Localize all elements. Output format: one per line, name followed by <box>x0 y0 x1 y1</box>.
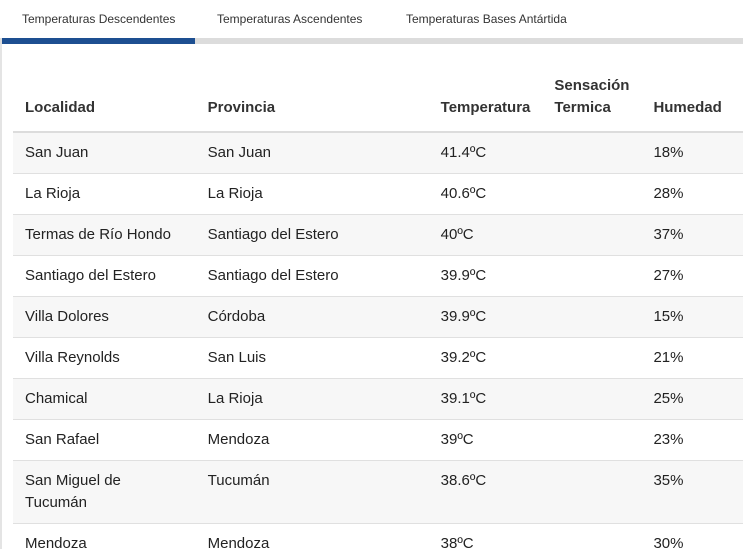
table-row <box>13 461 743 524</box>
cell-temperatura: 38ºC <box>429 524 543 549</box>
cell-humedad: 35% <box>641 461 743 524</box>
cell-localidad: La Rioja <box>13 174 196 215</box>
table-row <box>13 215 743 256</box>
table-row <box>13 338 743 379</box>
column-header-sensacion-termica[interactable]: Sensación Termica <box>542 75 641 132</box>
cell-localidad: Termas de Río Hondo <box>13 215 196 256</box>
cell-provincia: Santiago del Estero <box>196 215 429 256</box>
cell-provincia: Santiago del Estero <box>196 256 429 297</box>
cell-temperatura: 38.6ºC <box>429 461 543 524</box>
cell-temperatura: 39.9ºC <box>429 256 543 297</box>
cell-sensacion <box>542 174 641 215</box>
cell-humedad: 23% <box>641 420 743 461</box>
cell-provincia: Córdoba <box>196 297 429 338</box>
table-row <box>13 524 743 549</box>
cell-provincia: San Juan <box>196 132 429 174</box>
cell-temperatura: 40.6ºC <box>429 174 543 215</box>
cell-localidad: Mendoza <box>13 524 196 549</box>
cell-humedad: 18% <box>641 132 743 174</box>
table-row <box>13 379 743 420</box>
cell-sensacion <box>542 420 641 461</box>
table-row <box>13 132 743 174</box>
cell-provincia: Mendoza <box>196 524 429 549</box>
cell-sensacion <box>542 256 641 297</box>
cell-humedad: 30% <box>641 524 743 549</box>
cell-humedad: 21% <box>641 338 743 379</box>
cell-sensacion <box>542 132 641 174</box>
cell-temperatura: 41.4ºC <box>429 132 543 174</box>
table-row <box>13 297 743 338</box>
cell-provincia: La Rioja <box>196 379 429 420</box>
cell-sensacion <box>542 297 641 338</box>
cell-localidad: Villa Reynolds <box>13 338 196 379</box>
cell-provincia: La Rioja <box>196 174 429 215</box>
cell-provincia: San Luis <box>196 338 429 379</box>
cell-provincia: Tucumán <box>196 461 429 524</box>
cell-humedad: 28% <box>641 174 743 215</box>
cell-localidad: San Rafael <box>13 420 196 461</box>
cell-sensacion <box>542 338 641 379</box>
cell-provincia: Mendoza <box>196 420 429 461</box>
cell-temperatura: 39.9ºC <box>429 297 543 338</box>
cell-sensacion <box>542 461 641 524</box>
table-row <box>13 420 743 461</box>
cell-localidad: San Miguel de Tucumán <box>13 461 196 524</box>
cell-humedad: 37% <box>641 215 743 256</box>
column-header-temperatura[interactable]: Temperatura <box>429 75 543 132</box>
cell-sensacion <box>542 379 641 420</box>
cell-humedad: 27% <box>641 256 743 297</box>
cell-temperatura: 39.1ºC <box>429 379 543 420</box>
cell-localidad: San Juan <box>13 132 196 174</box>
panel-left-border <box>0 44 2 549</box>
column-header-localidad[interactable]: Localidad <box>13 75 196 132</box>
cell-temperatura: 39ºC <box>429 420 543 461</box>
column-header-humedad[interactable]: Humedad <box>641 75 743 132</box>
table-body <box>13 132 743 549</box>
tab-temperaturas-bases-antartida[interactable]: Temperaturas Bases Antártida <box>406 12 567 26</box>
tab-temperaturas-ascendentes[interactable]: Temperaturas Ascendentes <box>217 12 363 26</box>
cell-localidad: Chamical <box>13 379 196 420</box>
column-header-provincia[interactable]: Provincia <box>196 75 429 132</box>
table-header-row <box>13 75 743 132</box>
table-row <box>13 174 743 215</box>
cell-temperatura: 39.2ºC <box>429 338 543 379</box>
active-tab-indicator <box>2 38 195 44</box>
cell-humedad: 25% <box>641 379 743 420</box>
tab-bar <box>0 0 743 44</box>
cell-sensacion <box>542 215 641 256</box>
table-row <box>13 256 743 297</box>
cell-humedad: 15% <box>641 297 743 338</box>
cell-sensacion <box>542 524 641 549</box>
cell-localidad: Santiago del Estero <box>13 256 196 297</box>
temperature-table <box>13 75 743 549</box>
cell-temperatura: 40ºC <box>429 215 543 256</box>
tab-temperaturas-descendentes[interactable]: Temperaturas Descendentes <box>22 12 176 26</box>
cell-localidad: Villa Dolores <box>13 297 196 338</box>
